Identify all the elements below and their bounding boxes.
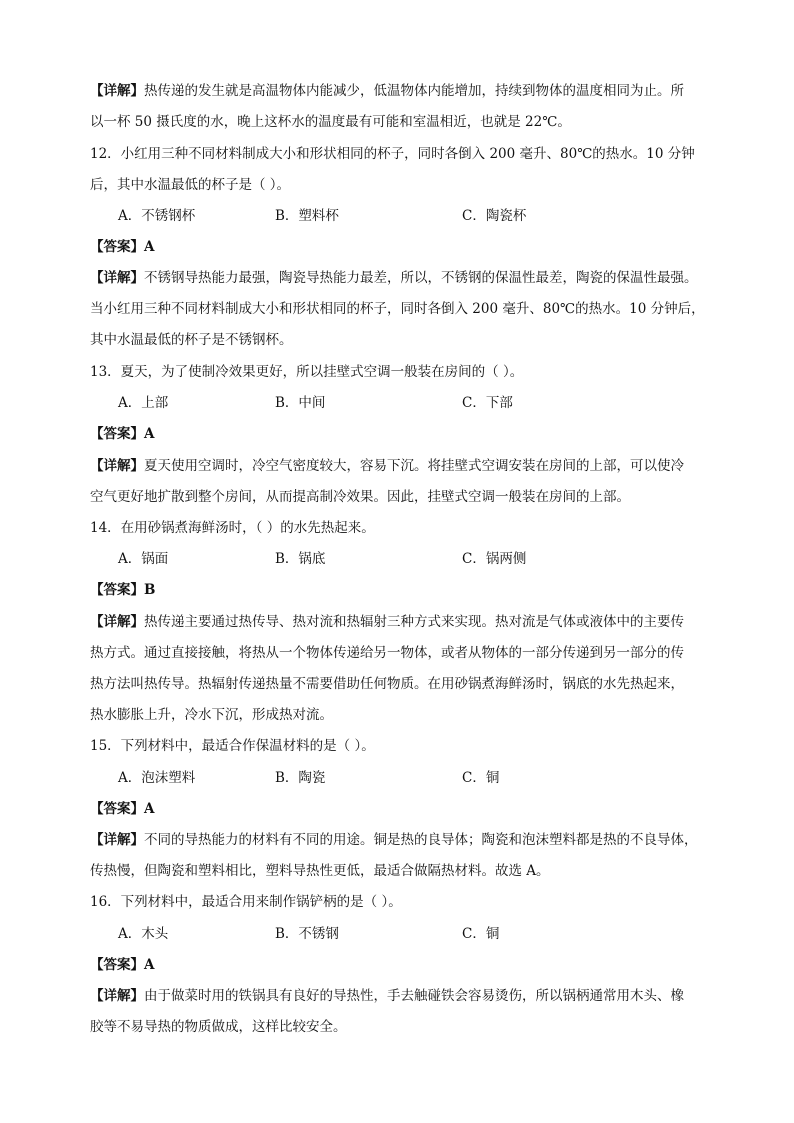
explanation-tag: 【详解】 — [90, 458, 144, 474]
q13-explanation-line-1 — [90, 456, 684, 476]
explanation-text: 由于做菜时用的铁锅具有良好的导热性，手去触碰铁会容易烫伤，所以锅柄通常用木头、橡 — [144, 988, 684, 1004]
q16-option-a: A．木头 — [118, 926, 169, 942]
q12-answer: 【答案】A — [90, 239, 155, 255]
q12-option-b: B．塑料杯 — [275, 208, 339, 224]
q16-answer: 【答案】A — [90, 957, 155, 973]
q13-option-c: C．下部 — [462, 395, 513, 411]
explanation-tag: 【详解】 — [90, 83, 144, 99]
explanation-tag: 【详解】 — [90, 614, 144, 630]
q14-option-b: B．锅底 — [275, 551, 326, 567]
q14-explanation-line-4: 热水膨胀上升，冷水下沉，形成热对流。 — [90, 707, 333, 723]
q14-explanation-line-2: 热方式。通过直接接触，将热从一个物体传递给另一物体，或者从物体的一部分传递到另一部分的传 — [90, 645, 684, 661]
q14-stem-line-1: 14．在用砂锅煮海鲜汤时，（ ）的水先热起来。 — [90, 520, 375, 536]
q13-option-a: A．上部 — [118, 395, 169, 411]
q15-explanation-line-2: 传热慢，但陶瓷和塑料相比，塑料导热性更低，最适合做隔热材料。故选 A。 — [90, 863, 550, 879]
q16-explanation-line-2: 胶等不易导热的物质做成，这样比较安全。 — [90, 1019, 347, 1035]
q16-option-c: C．铜 — [462, 926, 500, 942]
q11-explanation-line-1 — [90, 81, 684, 101]
q12-stem-line-1: 12．小红用三种不同材料制成大小和形状相同的杯子，同时各倒入 200 毫升、80℃的热水。10 分钟 — [90, 146, 695, 162]
explanation-tag: 【详解】 — [90, 270, 144, 286]
q12-stem-line-2: 后，其中水温最低的杯子是（ ）。 — [90, 177, 291, 193]
q12-option-c: C．陶瓷杯 — [462, 208, 527, 224]
q12-explanation-line-3: 其中水温最低的杯子是不锈钢杯。 — [90, 332, 293, 348]
q14-option-c: C．锅两侧 — [462, 551, 527, 567]
q12-explanation-line-1 — [90, 268, 698, 288]
q12-option-a: A．不锈钢杯 — [118, 208, 196, 224]
q15-option-a: A．泡沫塑料 — [118, 770, 196, 786]
q14-option-a: A．锅面 — [118, 551, 169, 567]
q15-stem-line-1: 15．下列材料中，最适合作保温材料的是（ ）。 — [90, 738, 375, 754]
explanation-tag: 【详解】 — [90, 832, 144, 848]
q15-answer: 【答案】A — [90, 801, 155, 817]
q13-answer: 【答案】A — [90, 426, 155, 442]
q14-explanation-line-1 — [90, 612, 684, 632]
q13-stem-line-1: 13．夏天，为了使制冷效果更好，所以挂壁式空调一般装在房间的（ ）。 — [90, 364, 524, 380]
explanation-text: 夏天使用空调时，冷空气密度较大，容易下沉。将挂壁式空调安装在房间的上部，可以使冷 — [144, 458, 684, 474]
q15-option-c: C．铜 — [462, 770, 500, 786]
explanation-text: 不锈钢导热能力最强，陶瓷导热能力最差，所以，不锈钢的保温性最差，陶瓷的保温性最强。 — [144, 270, 698, 286]
q13-option-b: B．中间 — [275, 395, 326, 411]
q11-explanation-line-2: 以一杯 50 摄氏度的水，晚上这杯水的温度最有可能和室温相近，也就是 22℃。 — [90, 114, 571, 130]
q15-option-b: B．陶瓷 — [275, 770, 326, 786]
explanation-text: 热传递主要通过热传导、热对流和热辐射三种方式来实现。热对流是气体或液体中的主要传 — [144, 614, 684, 630]
explanation-tag: 【详解】 — [90, 988, 144, 1004]
q15-explanation-line-1 — [90, 830, 698, 850]
q13-explanation-line-2: 空气更好地扩散到整个房间，从而提高制冷效果。因此，挂壁式空调一般装在房间的上部。 — [90, 489, 630, 505]
q16-explanation-line-1 — [90, 986, 684, 1006]
q16-option-b: B．不锈钢 — [275, 926, 339, 942]
explanation-text: 不同的导热能力的材料有不同的用途。铜是热的良导体；陶瓷和泡沫塑料都是热的不良导体， — [144, 832, 698, 848]
q14-explanation-line-3: 热方法叫热传导。热辐射传递热量不需要借助任何物质。在用砂锅煮海鲜汤时，锅底的水先热起来， — [90, 676, 684, 692]
q16-stem-line-1: 16．下列材料中，最适合用来制作锅铲柄的是（ ）。 — [90, 894, 402, 910]
q12-explanation-line-2: 当小红用三种不同材料制成大小和形状相同的杯子，同时各倒入 200 毫升、80℃的热水。10 分钟后， — [90, 301, 705, 317]
explanation-text: 热传递的发生就是高温物体内能减少，低温物体内能增加，持续到物体的温度相同为止。所 — [144, 83, 684, 99]
q14-answer: 【答案】B — [90, 582, 156, 598]
